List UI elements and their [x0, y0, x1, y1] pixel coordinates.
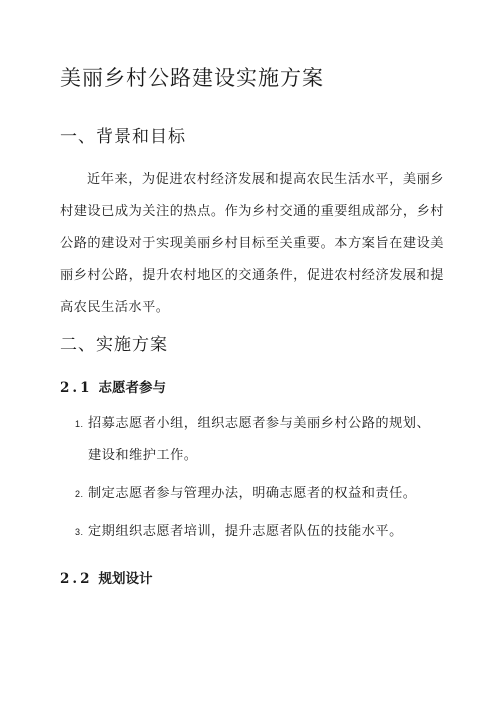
list-marker: 3.: [75, 527, 84, 537]
background-paragraph: 近年来，为促进农村经济发展和提高农民生活水平，美丽乡村建设已成为关注的热点。作为乡村交通的重要组成部分，乡村公路的建设对于实现美丽乡村目标至关重要。本方案旨在建设美丽乡村公路，提升农村地区的交通条件，促进农村经济发展和提高农民生活水平。: [60, 172, 444, 315]
list-item-text: 制定志愿者参与管理办法，明确志愿者的权益和责任。: [88, 486, 417, 501]
subsection-number: 2.2: [60, 571, 93, 587]
list-marker: 1.: [75, 419, 84, 429]
list-item: [0, 478, 500, 510]
list-item: [0, 516, 500, 548]
subsection-heading-planning: [60, 567, 153, 587]
subsection-title: 志愿者参与: [98, 380, 166, 396]
subsection-number: 2.1: [60, 380, 93, 396]
list-item: [0, 408, 500, 472]
subsection-title: 规划设计: [98, 571, 153, 587]
list-marker: 2.: [75, 489, 84, 499]
subsection-heading-volunteers: [60, 376, 166, 396]
document-title: 美丽乡村公路建设实施方案: [60, 66, 324, 90]
volunteer-steps-list: [0, 408, 500, 548]
list-item-text: 招募志愿者小组，组织志愿者参与美丽乡村公路的规划、建设和维护工作。: [88, 416, 431, 463]
list-item-text: 定期组织志愿者培训，提升志愿者队伍的技能水平。: [88, 524, 403, 539]
section-heading-plan: 二、实施方案: [60, 335, 168, 355]
section-heading-background: 一、背景和目标: [60, 127, 186, 147]
